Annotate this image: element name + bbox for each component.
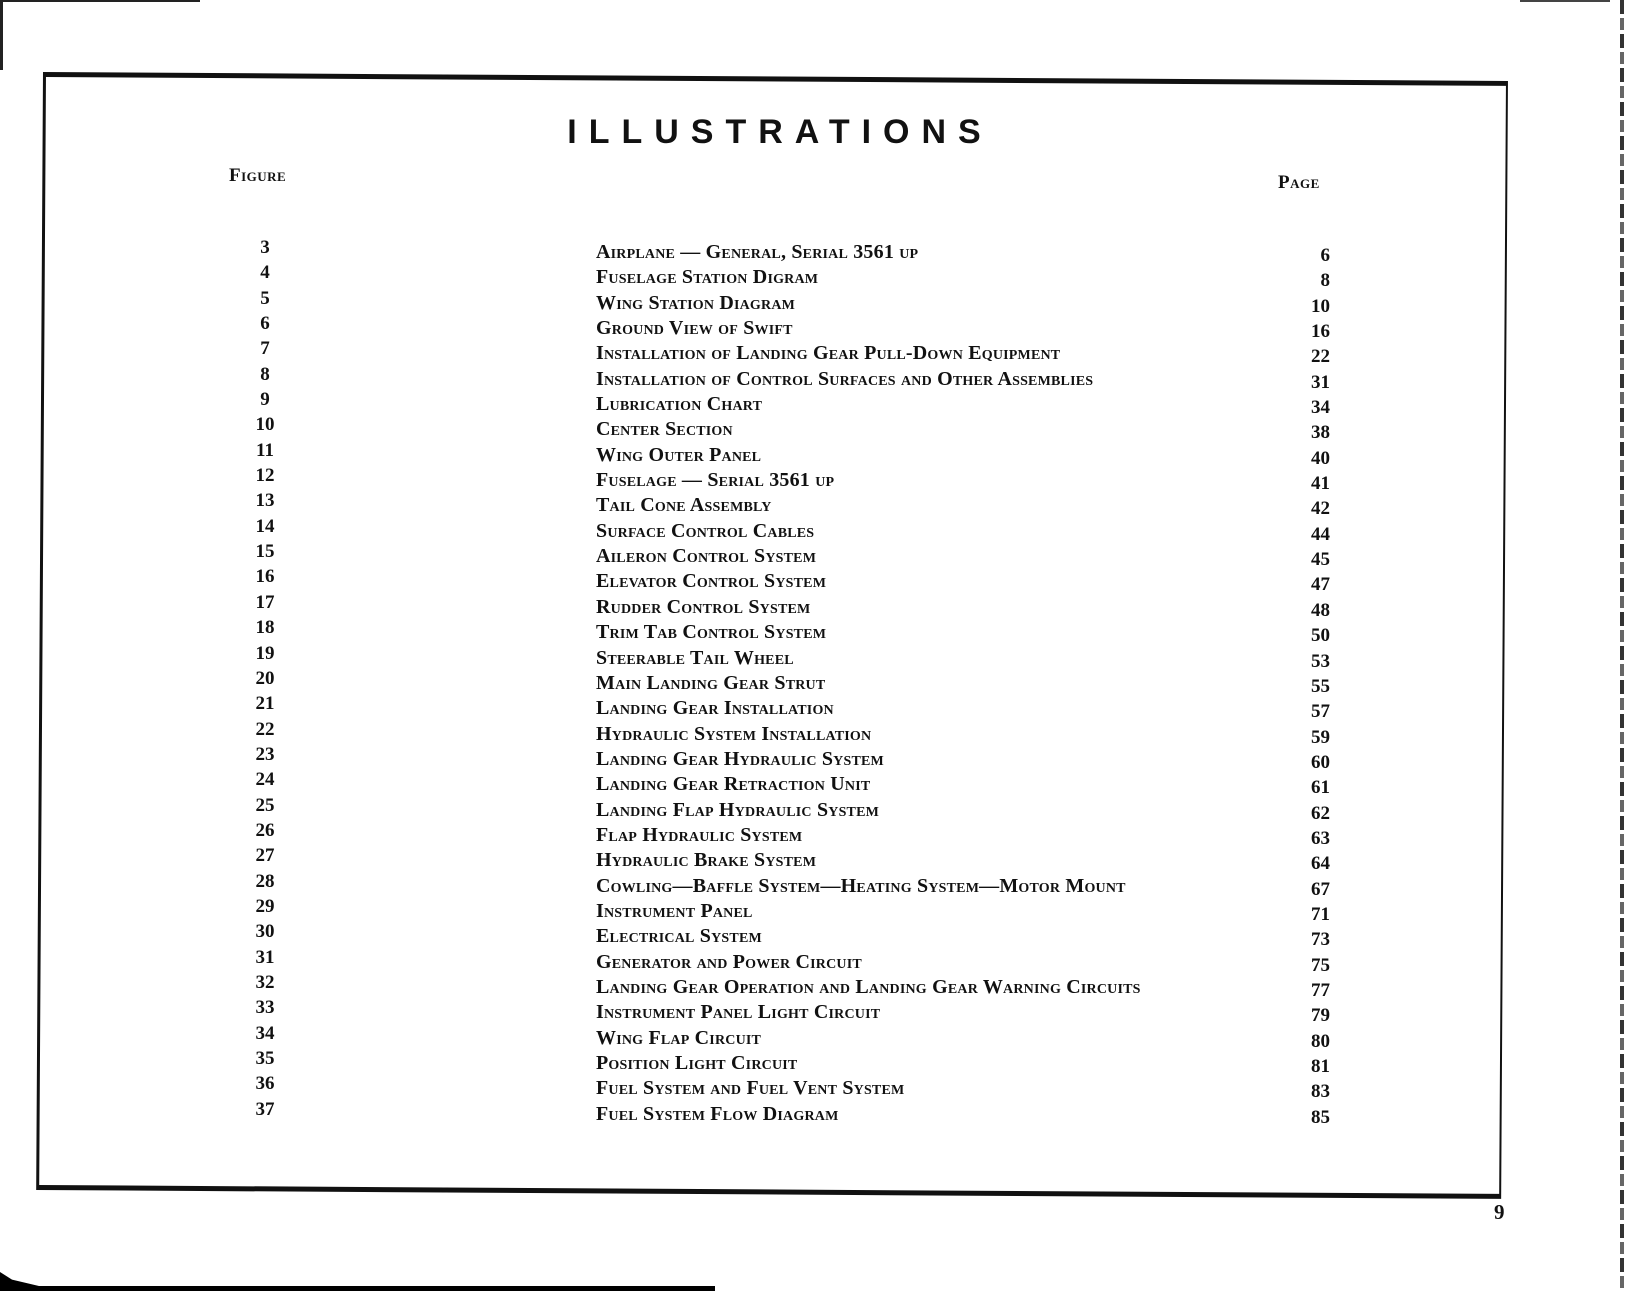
page-reference: 81 [1311,1056,1330,1077]
page-number: 9 [1494,1200,1505,1224]
page-reference: 8 [1320,270,1330,292]
figure-description: Electrical System [596,925,762,948]
figure-number: 12 [255,465,275,487]
figure-number: 35 [255,1048,275,1069]
figure-description: Fuselage — Serial 3561 up [596,469,835,492]
figure-description: Generator and Power Circuit [596,950,862,973]
page-reference: 31 [1311,371,1330,393]
figure-description: Cowling—Baffle System—Heating System—Motor Mount [596,874,1126,897]
figure-number: 19 [255,642,275,664]
figure-number: 6 [260,313,270,335]
figure-number: 27 [255,845,275,867]
scan-edge-top-left [0,0,200,2]
figure-number: 23 [255,743,275,765]
page-reference: 57 [1311,701,1330,723]
page-reference: 41 [1311,473,1330,495]
figure-description: Instrument Panel Light Circuit [596,1001,881,1024]
page-reference: 6 [1320,245,1330,266]
figure-number: 18 [255,617,275,639]
figure-description: Landing Flap Hydraulic System [596,798,880,821]
page-reference: 60 [1311,751,1330,773]
figure-number: 10 [255,414,275,436]
page-reference: 16 [1311,321,1330,343]
figure-description: Surface Control Cables [596,519,815,542]
figure-description: Hydraulic System Installation [596,722,872,745]
figure-description: Tail Cone Assembly [596,494,772,517]
figure-description: Flap Hydraulic System [596,823,803,846]
figure-description: Instrument Panel [596,899,753,922]
page-column-header: Page [1278,172,1320,193]
figure-description: Steerable Tail Wheel [596,646,794,669]
figure-number: 34 [255,1022,275,1044]
page-reference: 34 [1311,397,1330,419]
figure-number: 21 [255,693,275,715]
page-reference: 59 [1311,726,1330,748]
figure-number: 5 [260,287,270,309]
figure-description: Landing Gear Retraction Unit [596,773,871,796]
figure-number: 7 [260,338,270,360]
figure-description: Landing Gear Operation and Landing Gear Warning Circuits [596,975,1141,998]
page-reference: 77 [1311,979,1330,1001]
figure-description: Wing Flap Circuit [596,1026,762,1049]
scan-edge-top-right [1520,0,1610,2]
page-reference: 67 [1311,878,1330,900]
figure-number: 14 [255,515,275,537]
figure-description: Elevator Control System [596,570,827,593]
page-reference: 38 [1311,422,1330,444]
page-reference: 62 [1311,802,1330,824]
figure-number: 16 [255,566,275,588]
list-item [0,1098,1630,1132]
figure-number: 26 [255,819,275,841]
figure-description: Fuel System Flow Diagram [596,1102,839,1125]
scan-edge-bottom-left [0,1272,715,1291]
figure-number: 9 [260,389,270,411]
figure-description: Fuel System and Fuel Vent System [596,1077,905,1100]
figure-number: 22 [255,718,275,740]
figure-number: 33 [255,997,275,1019]
figure-number: 13 [255,490,275,512]
figure-description: Landing Gear Installation [596,697,834,720]
page-reference: 71 [1311,903,1330,925]
figure-number: 3 [260,237,270,258]
page-reference: 42 [1311,498,1330,520]
figure-number: 17 [255,591,275,613]
page-reference: 47 [1311,574,1330,596]
figure-number: 31 [255,946,275,968]
page-reference: 44 [1311,523,1330,545]
page-reference: 79 [1311,1005,1330,1027]
figure-description: Position Light Circuit [596,1052,798,1074]
page-reference: 10 [1311,295,1330,317]
figure-number: 25 [255,794,275,816]
page-reference: 80 [1311,1030,1330,1052]
page-reference: 63 [1311,827,1330,849]
page-reference: 55 [1311,675,1330,697]
page-reference: 45 [1311,549,1330,571]
page-reference: 48 [1311,599,1330,621]
figure-description: Ground View of Swift [596,317,793,340]
page-title: ILLUSTRATIONS [567,113,993,151]
figure-number: 32 [255,971,275,993]
figure-description: Wing Station Diagram [596,291,796,314]
figure-description: Aileron Control System [596,545,817,568]
figure-number: 20 [255,667,275,689]
page-reference: 85 [1311,1106,1330,1128]
figure-number: 29 [255,895,275,917]
page-reference: 75 [1311,954,1330,976]
figure-description: Installation of Control Surfaces and Other Assemblies [596,367,1094,390]
figure-number: 30 [255,921,275,943]
illustrations-list [0,237,1630,1132]
figure-description: Center Section [596,418,733,441]
figure-description: Main Landing Gear Strut [596,671,826,694]
page-reference: 53 [1311,650,1330,672]
page-reference: 83 [1311,1081,1330,1103]
page-reference: 50 [1311,625,1330,647]
figure-number: 11 [256,439,274,461]
figure-description: Fuselage Station Digram [596,266,819,289]
figure-description: Trim Tab Control System [596,621,827,644]
figure-description: Rudder Control System [596,595,811,618]
figure-description: Hydraulic Brake System [596,849,817,872]
figure-description: Lubrication Chart [596,393,763,416]
figure-number: 37 [255,1098,275,1120]
figure-number: 36 [255,1073,275,1095]
page-reference: 73 [1311,929,1330,951]
figure-description: Installation of Landing Gear Pull-Down Equipment [596,342,1061,365]
figure-description: Wing Outer Panel [596,443,762,466]
figure-number: 15 [255,541,275,563]
figure-number: 24 [255,769,275,791]
figure-column-header: Figure [229,165,287,186]
figure-description: Airplane — General, Serial 3561 up [596,241,919,263]
scan-edge-left [0,0,3,70]
figure-description: Landing Gear Hydraulic System [596,747,884,770]
figure-number: 4 [260,262,270,284]
page-reference: 40 [1311,447,1330,469]
page-reference: 22 [1311,346,1330,368]
figure-number: 28 [255,870,275,892]
figure-number: 8 [260,363,270,385]
page-reference: 64 [1311,853,1330,875]
page-reference: 61 [1311,777,1330,799]
